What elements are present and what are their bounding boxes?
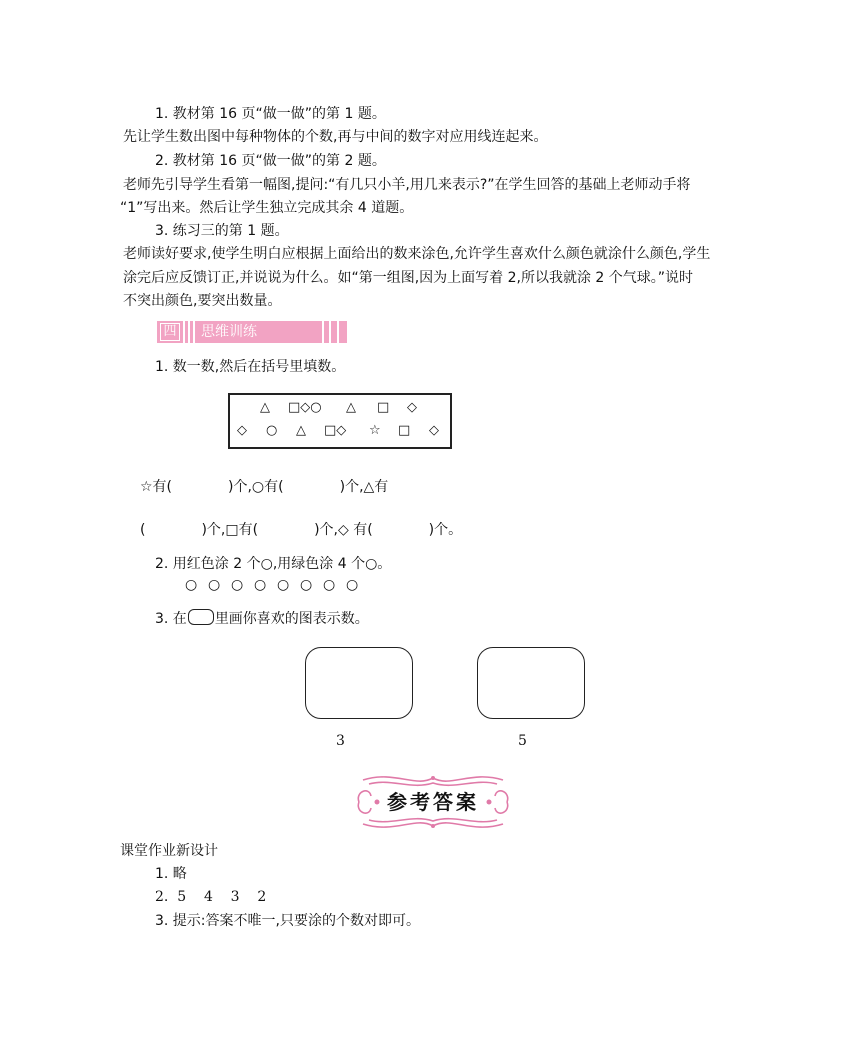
answer-2: 2. 5 4 3 2 — [155, 889, 267, 905]
item-3-text-line1: 老师读好要求,使学生明白应根据上面给出的数来涂色,允许学生喜欢什么颜色就涂什么颜色,学生 — [123, 246, 711, 262]
circle-item[interactable]: ○ — [300, 577, 313, 593]
item-2-text-line2: “1”写出来。然后让学生独立完成其余 4 道题。 — [120, 200, 414, 216]
circle-item[interactable]: ○ — [277, 577, 290, 593]
shape-item: □ — [377, 400, 390, 415]
circle-item[interactable]: ○ — [323, 577, 336, 593]
shape-item: ○ — [266, 423, 278, 438]
shape-item: △ — [260, 400, 270, 415]
circle-item[interactable]: ○ — [231, 577, 244, 593]
section-title: 思维训练 — [201, 324, 257, 340]
shape-item: △ — [346, 400, 356, 415]
exercise-3-prompt-before: 3. 在 — [155, 611, 187, 627]
answer-banner-title: 参考答案 — [387, 790, 479, 814]
shape-item: □ — [398, 423, 411, 438]
drawing-box-label: 3 — [336, 733, 345, 749]
shape-item: ☆ — [369, 423, 381, 438]
banner-stripe — [337, 321, 339, 343]
answers-heading: 课堂作业新设计 — [120, 843, 218, 859]
circle-item[interactable]: ○ — [346, 577, 359, 593]
shape-item: ◇ — [429, 423, 439, 438]
answer-3: 3. 提示:答案不唯一,只要涂的个数对即可。 — [155, 913, 420, 929]
item-3-heading: 3. 练习三的第 1 题。 — [155, 223, 289, 239]
section-number: 四 — [160, 323, 180, 341]
banner-stripe — [183, 321, 185, 343]
item-2-heading: 2. 教材第 16 页“做一做”的第 2 题。 — [155, 153, 386, 169]
item-1-heading: 1. 教材第 16 页“做一做”的第 1 题。 — [155, 106, 386, 122]
exercise-2-prompt: 2. 用红色涂 2 个○,用绿色涂 4 个○。 — [155, 556, 392, 572]
shape-item: □◇○ — [288, 400, 322, 415]
banner-stripe — [329, 321, 331, 343]
drawing-box-5[interactable] — [477, 647, 585, 719]
exercise-3-prompt — [155, 609, 369, 629]
answer-banner — [355, 770, 511, 834]
exercise-3-prompt-after: 里画你喜欢的图表示数。 — [214, 611, 369, 627]
shapes-row-2 — [230, 421, 450, 441]
shape-item: ◇ — [237, 423, 247, 438]
drawing-box-label: 5 — [518, 733, 527, 749]
exercise-1-prompt: 1. 数一数,然后在括号里填数。 — [155, 359, 346, 375]
rounded-box-icon — [188, 609, 214, 625]
banner-stripe — [322, 321, 324, 343]
shape-item: △ — [296, 423, 306, 438]
shape-item: ◇ — [407, 400, 417, 415]
item-2-text-line1: 老师先引导学生看第一幅图,提问:“有几只小羊,用几来表示?”在学生回答的基础上老师动手将 — [123, 177, 691, 193]
item-3-text-line2: 涂完后应反馈订正,并说说为什么。如“第一组图,因为上面写着 2,所以我就涂 2 个气球。”说时 — [123, 270, 694, 286]
section-banner — [157, 321, 347, 343]
circle-item[interactable]: ○ — [254, 577, 267, 593]
item-1-text: 先让学生数出图中每种物体的个数,再与中间的数字对应用线连起来。 — [123, 129, 548, 145]
fill-line-1: ☆有( )个,○有( )个,△有 — [140, 479, 389, 495]
banner-stripe — [193, 321, 195, 343]
fill-line-2: ( )个,□有( )个,◇ 有( )个。 — [140, 522, 463, 538]
banner-stripe — [188, 321, 190, 343]
circle-item[interactable]: ○ — [185, 577, 198, 593]
circle-item[interactable]: ○ — [208, 577, 221, 593]
shape-item: □◇ — [324, 423, 347, 438]
shapes-row-1 — [230, 398, 450, 418]
drawing-box-3[interactable] — [305, 647, 413, 719]
item-3-text-line3: 不突出颜色,要突出数量。 — [123, 293, 282, 309]
answer-1: 1. 略 — [155, 866, 187, 882]
shapes-box — [228, 393, 452, 449]
